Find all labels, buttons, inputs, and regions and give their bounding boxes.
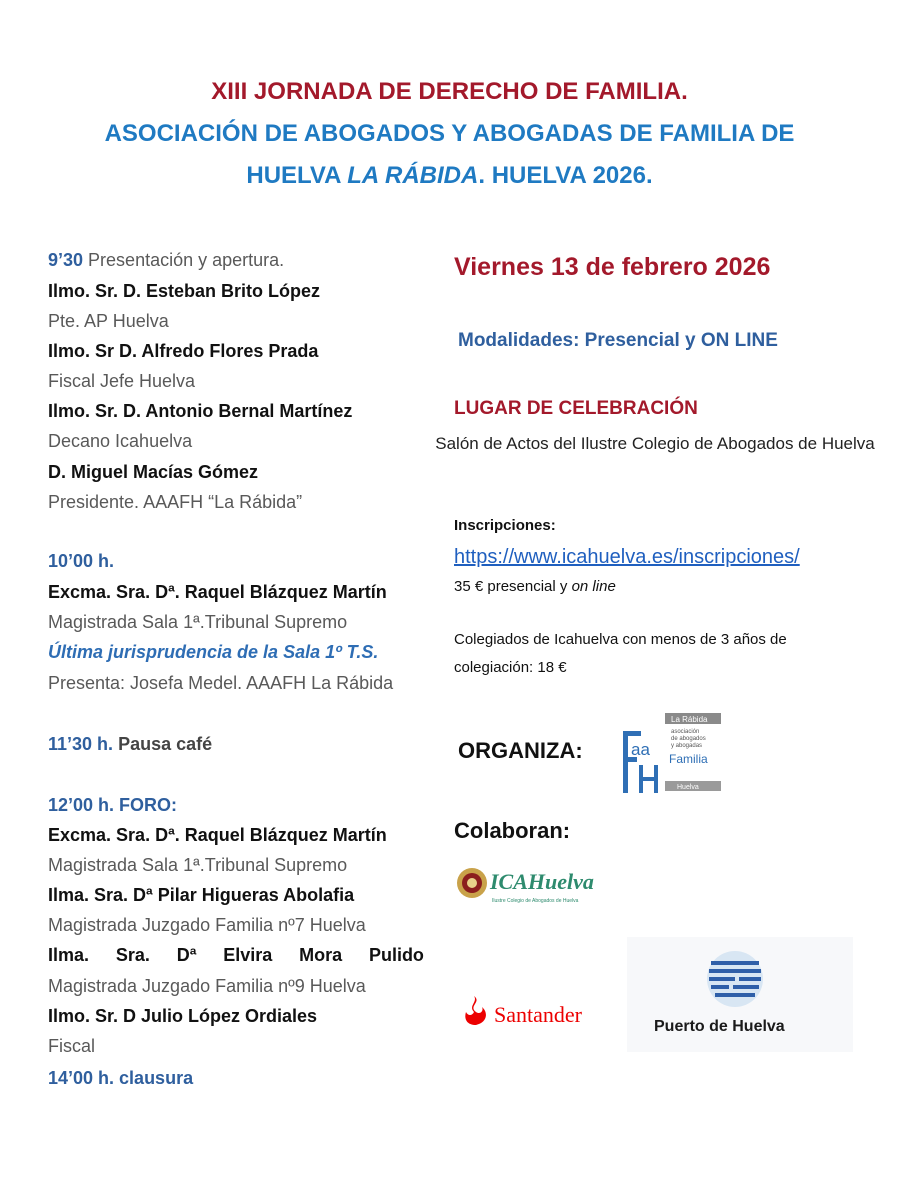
logo-desc-3: y abogadas xyxy=(671,743,703,749)
modalities: Modalidades: Presencial y ON LINE xyxy=(458,330,778,351)
session-opening xyxy=(48,249,284,271)
speaker-name: Ilmo. Sr D. Alfredo Flores Prada xyxy=(48,341,319,361)
speaker-name: Excma. Sra. Dª. Raquel Blázquez Martín xyxy=(48,825,387,845)
discount-line-1: Colegiados de Icahuelva con menos de 3 años de xyxy=(454,631,787,648)
name-word: Sra. xyxy=(115,945,150,965)
event-title: XIII JORNADA DE DERECHO DE FAMILIA. xyxy=(211,78,688,105)
session-label: Presentación y apertura. xyxy=(83,250,285,270)
logo-top-text: La Rábida xyxy=(671,715,708,724)
speaker-role: Presidente. AAAFH “La Rábida” xyxy=(48,492,303,512)
city-text: HUELVA xyxy=(246,162,348,189)
session-time: 11’30 h. xyxy=(48,734,114,754)
name-word: Dª xyxy=(176,945,197,965)
ica-text: ICAHuelva xyxy=(490,869,594,894)
logo-desc-2: de abogados xyxy=(671,736,706,742)
association-name: ASOCIACIÓN DE ABOGADOS Y ABOGADAS DE FAMILIA DE xyxy=(104,120,795,147)
session-time: 10’00 h. xyxy=(48,551,115,571)
speaker-name: D. Miguel Macías Gómez xyxy=(48,462,259,482)
puerto-text: Puerto de Huelva xyxy=(654,1018,785,1035)
logo-family: Familia xyxy=(669,752,708,766)
sponsors-label: Colaboran: xyxy=(454,818,571,843)
speaker-role: Decano Icahuelva xyxy=(48,431,193,451)
discount-line-2: colegiación: 18 € xyxy=(454,659,567,676)
registration-link[interactable]: https://www.icahuelva.es/inscripciones/ xyxy=(454,546,800,568)
name-word: Mora xyxy=(299,945,343,965)
name-word: Ilma. xyxy=(48,945,90,965)
ica-subtext: Ilustre Colegio de Abogados de Huelva xyxy=(492,898,579,904)
association-city-year xyxy=(0,162,899,190)
speaker-name: Ilmo. Sr. D. Antonio Bernal Martínez xyxy=(48,401,353,421)
event-date: Viernes 13 de febrero 2026 xyxy=(454,253,771,281)
venue-title: LUGAR DE CELEBRACIÓN xyxy=(454,398,698,419)
closing-time: 14’00 h. clausura xyxy=(48,1068,194,1088)
speaker-role: Magistrada Sala 1ª.Tribunal Supremo xyxy=(48,612,348,632)
santander-text: Santander xyxy=(494,1002,582,1027)
organizer-label: ORGANIZA: xyxy=(458,738,583,763)
price-main: 35 € presencial y xyxy=(454,578,572,595)
speaker-role: Pte. AP Huelva xyxy=(48,311,169,331)
price-online: on line xyxy=(571,578,616,595)
speaker-name: Excma. Sra. Dª. Raquel Blázquez Martín xyxy=(48,582,387,602)
coffee-break xyxy=(48,733,212,755)
svg-text:aa: aa xyxy=(631,740,650,759)
speaker-name xyxy=(48,944,424,966)
venue-text: Salón de Actos del Ilustre Colegio de Abogados de Huelva xyxy=(435,434,875,453)
santander-logo xyxy=(462,992,622,1032)
speaker-role: Magistrada Juzgado Familia nº9 Huelva xyxy=(48,976,366,996)
name-word: Elvira xyxy=(223,945,273,965)
speaker-role: Magistrada Sala 1ª.Tribunal Supremo xyxy=(48,855,348,875)
aaafh-logo xyxy=(621,713,721,795)
speaker-role: Magistrada Juzgado Familia nº7 Huelva xyxy=(48,915,366,935)
forum-time: 12’00 h. FORO: xyxy=(48,795,178,815)
speaker-name: Ilmo. Sr. D Julio López Ordiales xyxy=(48,1006,318,1026)
speaker-role: Fiscal xyxy=(48,1036,96,1056)
logo-city: Huelva xyxy=(677,784,699,791)
price-text xyxy=(454,578,616,595)
session-label: Pausa café xyxy=(113,734,213,754)
logo-desc-1: asociación xyxy=(671,729,700,735)
name-word: Pulido xyxy=(368,945,424,965)
talk-presenter: Presenta: Josefa Medel. AAAFH La Rábida xyxy=(48,673,394,693)
la-rabida-text: LA RÁBIDA xyxy=(347,162,479,189)
speaker-role: Fiscal Jefe Huelva xyxy=(48,371,196,391)
speaker-name: Ilmo. Sr. D. Esteban Brito López xyxy=(48,281,321,301)
speaker-name: Ilma. Sra. Dª Pilar Higueras Abolafia xyxy=(48,885,355,905)
talk-title: Última jurisprudencia de la Sala 1º T.S. xyxy=(48,642,379,662)
registration-label: Inscripciones: xyxy=(454,517,556,534)
session-time: 9’30 xyxy=(48,250,84,270)
year-text: . HUELVA 2026. xyxy=(478,162,653,189)
icahuelva-logo xyxy=(452,857,617,907)
puerto-huelva-logo xyxy=(627,937,853,1052)
